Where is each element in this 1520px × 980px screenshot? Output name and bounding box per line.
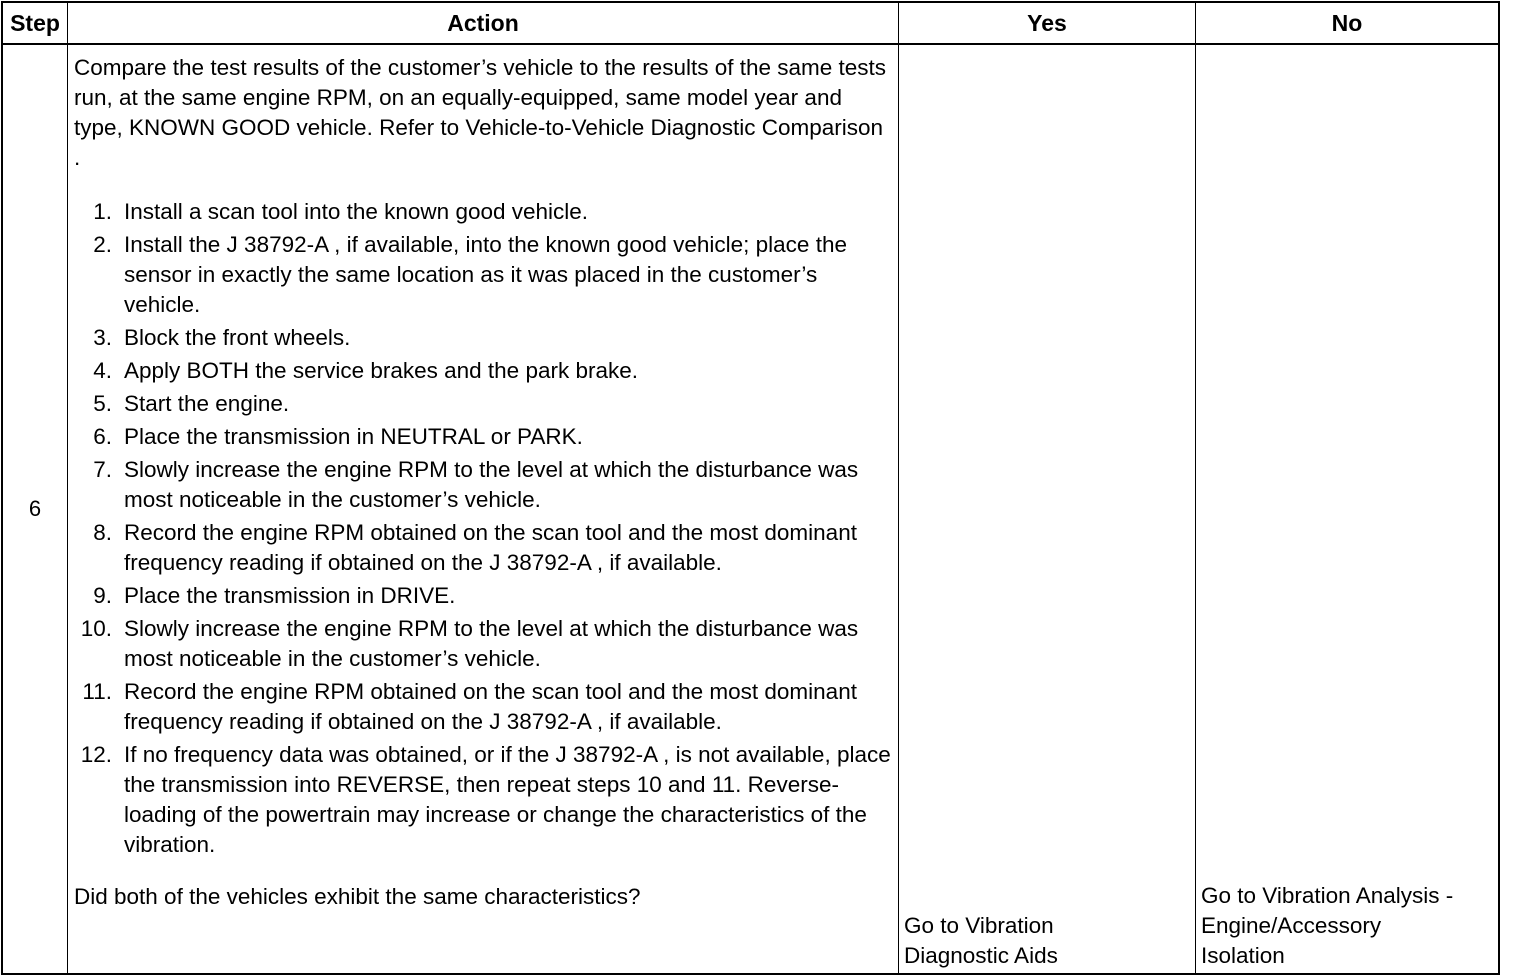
- column-divider-yes: [1195, 3, 1196, 973]
- action-steps-list: [74, 197, 894, 860]
- list-item: 11. Record the engine RPM obtained on the scan tool and the most dominant frequency reading if obtained on the J 38792-A , if available.: [82, 679, 857, 734]
- list-item: 3. Block the front wheels.: [93, 325, 351, 350]
- step-number: 6: [28, 496, 42, 521]
- header-no: No: [1331, 10, 1363, 36]
- header-divider: [3, 43, 1498, 45]
- list-item: 10. Slowly increase the engine RPM to the level at which the disturbance was most noticeable in the customer’s vehicle.: [80, 616, 859, 671]
- diagnostic-table: [1, 1, 1500, 975]
- list-item: 1. Install a scan tool into the known good vehicle.: [93, 199, 589, 224]
- header-yes: Yes: [1027, 10, 1067, 36]
- header-action: Action: [447, 10, 519, 36]
- column-divider-action: [898, 3, 899, 973]
- list-item: 2. Install the J 38792-A , if available, into the known good vehicle; place the sensor in exactly the same location as it was placed in the customer’s vehicle.: [93, 232, 847, 317]
- yes-result-line: Diagnostic Aids: [904, 943, 1058, 968]
- list-item: 5. Start the engine.: [93, 391, 290, 416]
- list-item: 12. If no frequency data was obtained, or if the J 38792-A , is not available, place the transmission into REVERSE, then repeat steps 10 and 11. Reverse-loading of the powertrain may increase or change the characteristics of the vibration.: [80, 742, 891, 857]
- list-item: 7. Slowly increase the engine RPM to the level at which the disturbance was most noticeable in the customer’s vehicle.: [93, 457, 859, 512]
- yes-result-line: Go to Vibration: [904, 913, 1054, 938]
- no-result: [1201, 881, 1496, 971]
- column-divider-step: [67, 3, 68, 973]
- action-cell: [74, 53, 894, 912]
- list-item: 4. Apply BOTH the service brakes and the park brake.: [93, 358, 638, 383]
- action-question: Did both of the vehicles exhibit the same characteristics?: [74, 884, 641, 909]
- no-result-line: Go to Vibration Analysis -: [1201, 883, 1454, 908]
- header-step: Step: [10, 10, 60, 36]
- yes-result: [904, 911, 1189, 971]
- list-item: 9. Place the transmission in DRIVE.: [93, 583, 456, 608]
- list-item: 6. Place the transmission in NEUTRAL or PARK.: [93, 424, 583, 449]
- list-item: 8. Record the engine RPM obtained on the scan tool and the most dominant frequency reading if obtained on the J 38792-A , if available.: [93, 520, 857, 575]
- no-result-line: Engine/Accessory: [1201, 913, 1382, 938]
- action-intro: Compare the test results of the customer’s vehicle to the results of the same tests run, at the same engine RPM, on an equally-equipped, same model year and type, KNOWN GOOD vehicle. Refer to Vehicle-to-Vehicle Diagnostic Comparison .: [74, 55, 887, 170]
- no-result-line: Isolation: [1201, 943, 1285, 968]
